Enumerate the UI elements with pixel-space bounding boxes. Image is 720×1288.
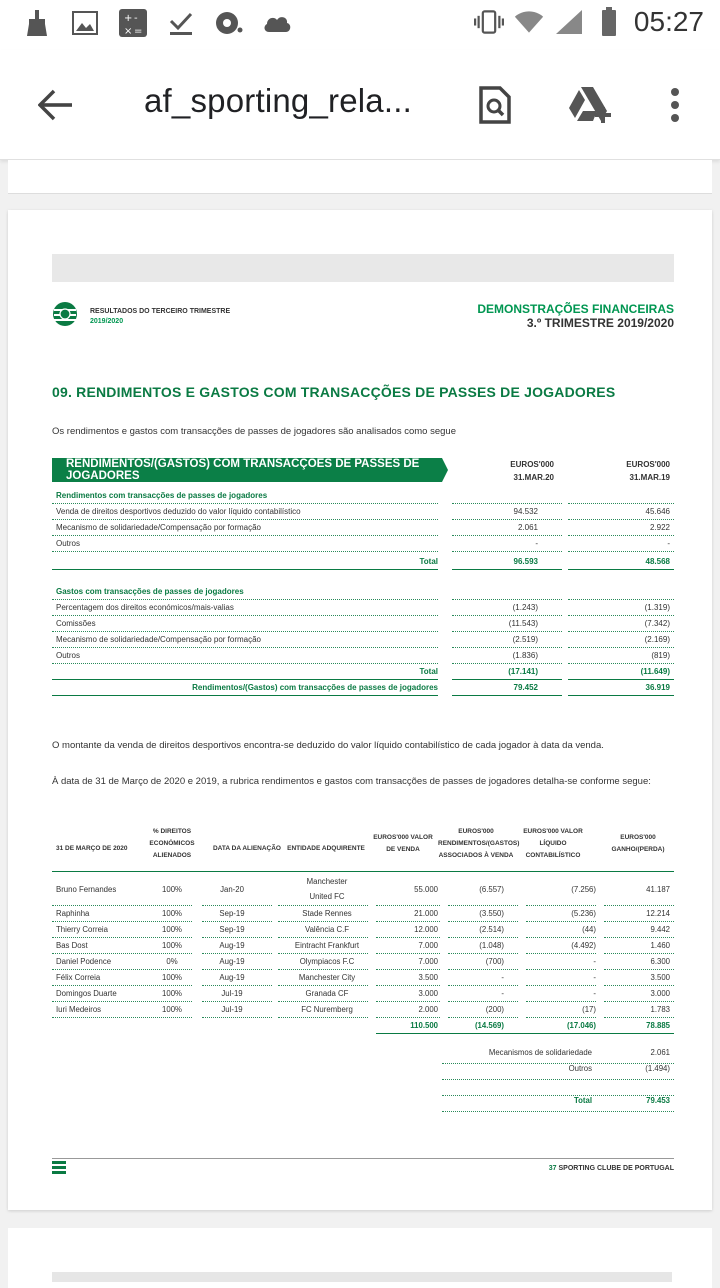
row-label: Comissões [56,619,96,628]
summary-row [442,1092,674,1112]
associated-value: (700) [485,957,504,966]
value-2019: (11.649) [640,667,670,676]
table-row [52,632,674,648]
table1-col1-header: EUROS'000 31.MAR.20 [510,460,554,482]
player-name: Bas Dost [56,941,88,950]
total-gain: 78.885 [646,1021,670,1030]
row-label: Mecanismo de solidariedade/Compensação por formação [56,635,261,644]
add-to-drive-button[interactable] [566,80,616,130]
income-total-row [52,554,674,570]
target-icon [214,8,244,38]
player-name: Daniel Podence [56,957,112,966]
sale-value: 21.000 [414,909,438,918]
row-label: Outros [56,539,81,548]
calculator-icon [118,8,148,38]
t2-head-entity: ENTIDADE ADQUIRENTE [287,845,365,852]
row-label: Gastos com transacções de passes de jogadores [56,587,244,596]
summary-label: Total [573,1096,592,1105]
gain-value: 6.300 [650,957,670,966]
vibrate-icon [474,7,504,37]
value-2020: (11.543) [508,619,538,628]
player-name: Iuri Medeiros [56,1005,102,1014]
cleaning-icon [22,8,52,38]
report-header-left [52,295,230,329]
t2-head-date: 31 DE MARÇO DE 2020 [56,845,128,852]
value-2019: 36.919 [645,683,670,692]
pct-rights: 0% [166,957,178,966]
book-value: - [593,957,596,966]
table-row [52,616,674,632]
summary-value: 79.453 [646,1096,670,1105]
gain-value: 41.187 [646,885,670,894]
transfer-row [52,938,674,954]
player-name: Thierry Correia [56,925,108,934]
section-title: 09. RENDIMENTOS E GASTOS COM TRANSACÇÕES DE PASSES DE JOGADORES [52,384,616,400]
next-page [8,1228,712,1288]
document-title: af_sporting_rela... [144,82,412,119]
more-vert-icon [670,87,680,123]
sale-value: 3.000 [418,989,438,998]
associated-value: - [501,973,504,982]
sale-date: Aug-19 [219,973,245,982]
summary-label: Outros [568,1064,592,1073]
value-2020: 2.061 [517,523,538,532]
table-row [52,504,674,520]
sale-value: 2.000 [418,1005,438,1014]
value-2020: (1.243) [512,603,538,612]
total-associated: (14.569) [474,1021,504,1030]
book-value: - [593,989,596,998]
transfer-row [52,874,674,906]
buyer-entity: Olympiacos F.C [299,957,355,966]
status-clock: 05:27 [633,6,704,37]
transfer-row [52,906,674,922]
pct-rights: 100% [162,909,182,918]
transfer-row [52,922,674,938]
book-value: (17) [582,1005,596,1014]
more-options-button[interactable] [650,80,700,130]
row-label: Mecanismo de solidariedade/Compensação por formação [56,523,261,532]
row-label: Total [419,557,438,566]
buyer-entity: FC Nuremberg [301,1005,353,1014]
report-name: RESULTADOS DO TERCEIRO TRIMESTRE [90,308,231,315]
gain-value: 9.442 [650,925,670,934]
wifi-icon [514,7,544,37]
svg-text:-: - [134,13,138,24]
gain-value: 12.214 [646,909,670,918]
back-button[interactable] [30,80,80,130]
header-period: 3.º TRIMESTRE 2019/2020 [526,316,674,330]
report-season: 2019/2020 [90,318,124,325]
image-icon [70,8,100,38]
value-2019: (2.169) [644,635,670,644]
associated-value: (3.550) [479,909,504,918]
pct-rights: 100% [162,925,182,934]
sale-date: Sep-19 [219,909,245,918]
t2-head-sale-date: DATA DA ALIENAÇÃO [212,845,281,852]
sale-value: 3.500 [418,973,438,982]
value-2020: 94.532 [513,507,538,516]
buyer-entity: Manchester City [298,973,356,982]
buyer-entity: Eintracht Frankfurt [294,941,360,950]
summary-value: 2.061 [650,1048,670,1057]
header-section-name: DEMONSTRAÇÕES FINANCEIRAS [477,302,674,316]
associated-value: (200) [485,1005,504,1014]
app-bar [0,50,720,160]
book-value: (4.492) [571,941,596,950]
value-2019: (819) [651,651,670,660]
value-2019: 48.568 [645,557,670,566]
value-2020: (17.141) [508,667,538,676]
status-bar [0,0,720,50]
value-2019: - [667,539,670,548]
table-row [52,520,674,536]
previous-page [8,160,712,194]
cloud-icon [262,8,292,38]
t2-head-pct: % DIREITOS ECONÓMICOS ALIENADOS [149,828,195,859]
row-label: Rendimentos com transacções de passes de jogadores [56,491,268,500]
transfer-row [52,970,674,986]
sale-value: 7.000 [418,941,438,950]
table-row [52,536,674,552]
row-label: Total [419,667,438,676]
value-2020: 79.452 [513,683,538,692]
sale-date: Jul-19 [221,989,243,998]
table2-header [52,826,674,872]
table1-title: RENDIMENTOS/(GASTOS) COM TRANSACÇÕES DE PASSES DE JOGADORES [52,458,442,482]
report-header-right [477,302,674,330]
paragraph-detail-intro: À data de 31 de Março de 2020 e 2019, a rubrica rendimentos e gastos com transacções de passes de jogadores detalha-se conforme segue: [52,776,651,787]
gain-value: 1.783 [650,1005,670,1014]
sale-date: Jan-20 [220,885,244,894]
player-name: Bruno Fernandes [56,885,117,894]
value-2019: (7.342) [644,619,670,628]
sale-date: Aug-19 [219,957,245,966]
t2-head-sale-value: EUROS'000 VALOR DE VENDA [373,834,433,853]
gain-value: 1.460 [650,941,670,950]
pct-rights: 100% [162,885,182,894]
associated-value: (1.048) [479,941,504,950]
table1-header [52,458,674,484]
page-top-band [52,254,674,282]
book-value: - [593,973,596,982]
sale-value: 55.000 [414,885,438,894]
pct-rights: 100% [162,973,182,982]
battery-icon [594,7,624,37]
row-label: Venda de direitos desportivos deduzido do valor líquido contabilístico [56,507,301,516]
summary-label: Mecanismos de solidariedade [488,1048,592,1057]
cost-total-row [52,664,674,680]
transfer-row [52,986,674,1002]
associated-value: - [501,989,504,998]
transfer-totals-row [52,1018,674,1034]
row-label: Percentagem dos direitos económicos/mais-valias [56,603,234,612]
t2-head-associated: EUROS'000 RENDIMENTOS/(GASTOS) ASSOCIADOS À VENDA [438,828,520,859]
svg-text:=: = [134,26,143,37]
sale-date: Sep-19 [219,925,245,934]
sale-date: Aug-19 [219,941,245,950]
value-2020: (1.836) [512,651,538,660]
value-2020: - [535,539,538,548]
footer-text: 37 SPORTING CLUBE DE PORTUGAL [548,1165,674,1172]
value-2019: 2.922 [649,523,670,532]
find-in-document-button[interactable] [470,80,520,130]
gain-value: 3.500 [650,973,670,982]
book-value: (7.256) [571,885,596,894]
buyer-entity: Granada CF [305,989,349,998]
sporting-logo-icon [52,295,78,329]
value-2019: 45.646 [645,507,670,516]
signal-icon [554,7,584,37]
associated-value: (6.557) [479,885,504,894]
intro-text: Os rendimentos e gastos com transacções de passes de jogadores são analisados como segue [52,426,456,437]
value-2020: (2.519) [512,635,538,644]
row-label: Rendimentos/(Gastos) com transacções de passes de jogadores [192,683,438,692]
buyer-entity: Stade Rennes [302,909,352,918]
add-to-drive-icon [567,85,615,125]
book-value: (44) [582,925,596,934]
svg-text:×: × [124,26,133,37]
total-book-value: (17.046) [566,1021,596,1030]
download-done-icon [166,8,196,38]
player-name: Félix Correia [56,973,101,982]
sale-value: 7.000 [418,957,438,966]
book-value: (5.236) [571,909,596,918]
gain-value: 3.000 [650,989,670,998]
sale-date: Jul-19 [221,1005,243,1014]
sale-value: 12.000 [414,925,438,934]
income-section-header [52,488,674,504]
row-label: Outros [56,651,81,660]
associated-value: (2.514) [479,925,504,934]
pct-rights: 100% [162,1005,182,1014]
player-name: Domingos Duarte [56,989,117,998]
pct-rights: 100% [162,989,182,998]
total-sale-value: 110.500 [410,1021,438,1030]
menu-lines-icon [52,1159,66,1175]
table1-col2-header: EUROS'000 31.MAR.19 [626,460,670,482]
transfer-row [52,954,674,970]
paragraph-sale-note: O montante da venda de direitos desportivos encontra-se deduzido do valor líquido contabilístico de cada jogador à data da venda. [52,740,604,751]
pdf-page[interactable] [8,210,712,1210]
net-total-row [52,680,674,696]
value-2019: (1.319) [644,603,670,612]
svg-text:+: + [124,13,133,24]
arrow-back-icon [38,89,72,121]
value-2020: 96.593 [513,557,538,566]
table-row [52,648,674,664]
player-name: Raphinha [56,909,90,918]
pct-rights: 100% [162,941,182,950]
buyer-entity: Manchester United FC [306,877,348,901]
transfer-row [52,1002,674,1018]
t2-head-book-value: EUROS'000 VALOR LÍQUIDO CONTABILÍSTICO [523,828,583,859]
page-footer [52,1158,674,1180]
table-row [52,600,674,616]
t2-head-gain: EUROS'000 GANHO/(PERDA) [611,834,665,853]
cost-section-header [52,584,674,600]
summary-value: (1.494) [645,1064,670,1073]
search-document-icon [478,86,512,124]
buyer-entity: Valência C.F [304,925,350,934]
